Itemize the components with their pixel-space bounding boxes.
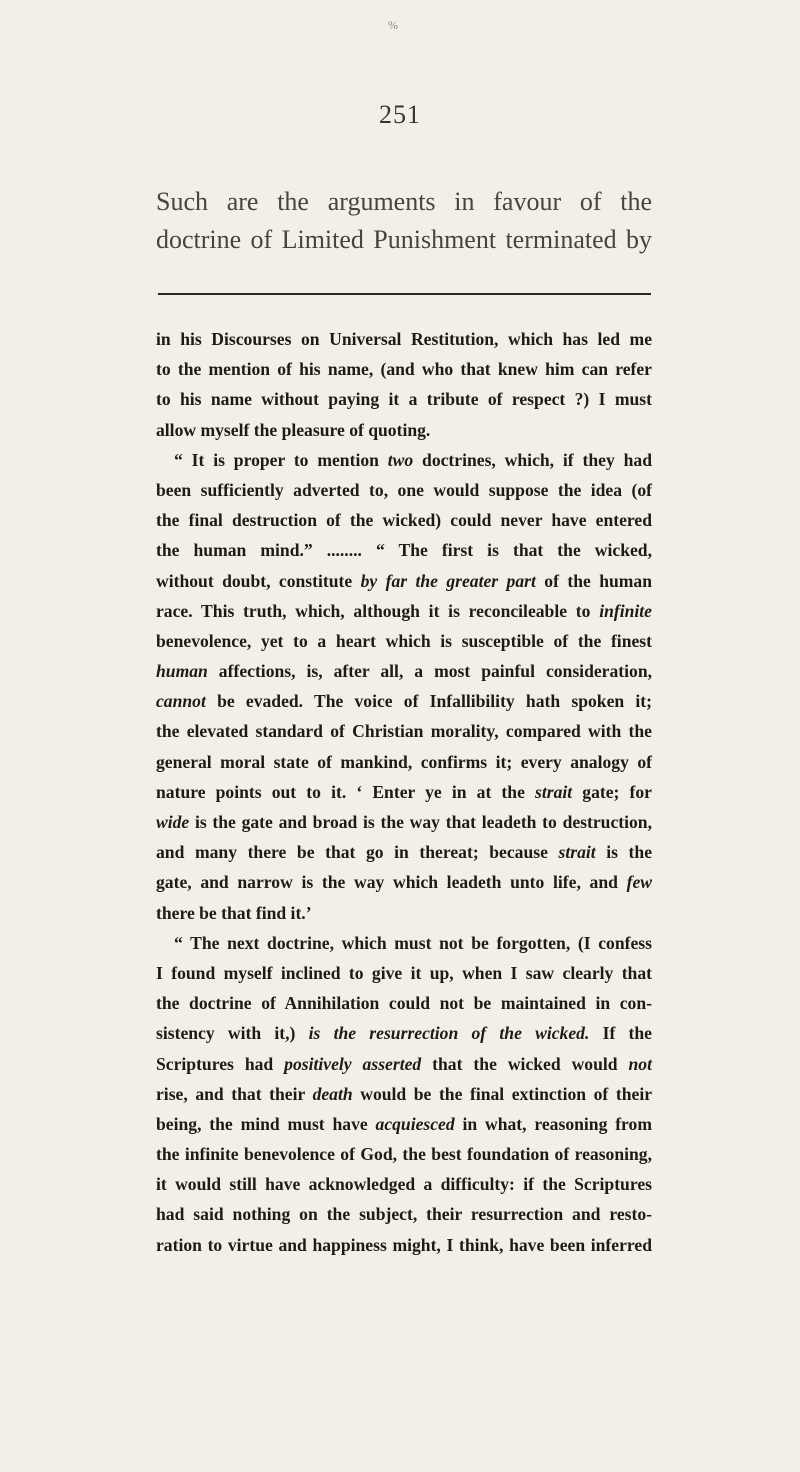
- body-text: [156, 183, 652, 259]
- footnote-line: [156, 837, 652, 867]
- footnote-line: [156, 324, 652, 354]
- text-run: to the mention of his name, (and who that knew him can refer: [156, 359, 652, 380]
- footnote-line: [156, 566, 652, 596]
- footnote-line: [156, 475, 652, 505]
- text-run: be evaded. The voice of Infallibility hath spoken it;: [205, 691, 652, 712]
- footnote-divider: [158, 293, 651, 295]
- italic-text: human: [156, 661, 208, 682]
- italic-text: infinite: [599, 600, 652, 621]
- footnote-line: [156, 596, 652, 626]
- text-run: is the gate and broad is the way that leadeth to destruction,: [189, 812, 652, 832]
- italic-text: by far the greater part: [360, 570, 536, 591]
- italic-text: cannot: [156, 691, 206, 712]
- text-run: “ The next doctrine, which must not be forgotten, (I confess: [174, 932, 652, 953]
- footnote-line: [156, 898, 652, 928]
- text-run: Scriptures had: [156, 1053, 285, 1074]
- footnote-line: [156, 747, 652, 777]
- footnote-line: [156, 686, 652, 716]
- footnote-line: [156, 807, 652, 837]
- italic-text: not: [628, 1053, 652, 1074]
- text-run: in his Discourses on Universal Restitution, which has led me: [156, 329, 652, 349]
- text-run: I found myself inclined to give it up, when I saw clearly that: [156, 962, 652, 983]
- text-run: benevolence, yet to a heart which is susceptible of the finest: [156, 630, 652, 651]
- italic-text: wide: [156, 812, 190, 832]
- text-run: there be that find it.’: [156, 902, 312, 923]
- footnote-line: [156, 1199, 652, 1229]
- text-run: nature points out to it. ‘ Enter ye in at the: [156, 781, 535, 802]
- text-run: that the wicked would: [421, 1053, 629, 1074]
- text-run: would be the final extinction of their: [352, 1083, 653, 1104]
- text-run: it would still have acknowledged a difficulty: if the Scriptures: [156, 1174, 652, 1195]
- text-run: ration to virtue and happiness might, I think, have been inferred: [156, 1234, 652, 1255]
- italic-text: positively asserted: [284, 1053, 422, 1074]
- text-run: gate; for: [572, 781, 652, 802]
- text-run: without doubt, constitute: [156, 570, 361, 591]
- text-run: “ It is proper to mention: [174, 449, 388, 470]
- footnote-line: [156, 1169, 652, 1199]
- body-line: Such are the arguments in favour of the: [156, 187, 652, 216]
- text-run: general moral state of mankind, confirms it; every analogy of: [156, 751, 652, 772]
- italic-text: death: [312, 1083, 353, 1104]
- footnote-line: [156, 958, 652, 988]
- footnote-line: [156, 656, 652, 686]
- footnote-line: [156, 415, 652, 445]
- text-run: gate, and narrow is the way which leadeth unto life, and: [156, 872, 627, 893]
- italic-text: strait: [535, 781, 573, 802]
- italic-text: is the resurrection of the wicked.: [308, 1023, 590, 1044]
- italic-text: strait: [558, 842, 596, 863]
- footnote-line: [156, 354, 652, 384]
- footnote-line: [156, 988, 652, 1018]
- text-run: is the: [595, 842, 652, 863]
- text-run: doctrines, which, if they had: [413, 449, 652, 470]
- text-run: had said nothing on the subject, their resurrection and resto-: [156, 1204, 652, 1225]
- text-run: been sufficiently adverted to, one would suppose the idea (of: [156, 479, 652, 500]
- text-run: the final destruction of the wicked) could never have entered: [156, 510, 652, 531]
- footnote-line: [156, 1018, 652, 1048]
- footnote-line: [156, 384, 652, 414]
- footnote-line: [156, 716, 652, 746]
- italic-text: acquiesced: [375, 1113, 455, 1134]
- text-run: affections, is, after all, a most painful consideration,: [207, 661, 652, 682]
- text-run: rise, and that their: [156, 1083, 313, 1104]
- text-run: and many there be that go in thereat; because: [156, 842, 559, 863]
- text-run: allow myself the pleasure of quoting.: [156, 419, 431, 440]
- text-run: race. This truth, which, although it is reconcileable to: [156, 600, 600, 621]
- footnote-line: [156, 1139, 652, 1169]
- footnote-line: [156, 777, 652, 807]
- italic-text: few: [626, 872, 652, 893]
- footnote-line: [156, 1049, 652, 1079]
- text-run: If the: [589, 1023, 652, 1044]
- text-run: to his name without paying it a tribute of respect ?) I must: [156, 389, 652, 410]
- text-run: the elevated standard of Christian morality, compared with the: [156, 721, 652, 742]
- text-run: in what, reasoning from: [454, 1113, 653, 1134]
- footnote-line: [156, 1109, 652, 1139]
- text-run: the infinite benevolence of God, the best foundation of reasoning,: [156, 1144, 652, 1165]
- text-run: of the human: [535, 570, 652, 591]
- footnote-line: [156, 505, 652, 535]
- footnote: [156, 324, 652, 1260]
- footnote-line: [156, 535, 652, 565]
- footnote-line: [156, 1230, 652, 1260]
- footnote-line: [156, 445, 652, 475]
- footnote-line: [156, 626, 652, 656]
- text-run: being, the mind must have: [156, 1113, 376, 1134]
- body-line: doctrine of Limited Punishment terminated by: [156, 225, 652, 254]
- text-run: the doctrine of Annihilation could not be maintained in con-: [156, 993, 652, 1014]
- italic-text: two: [387, 449, 414, 470]
- footnote-line: [156, 928, 652, 958]
- page-number: 251: [379, 100, 421, 129]
- text-run: the human mind.” ........ “ The first is that the wicked,: [156, 540, 652, 561]
- footnote-line: [156, 867, 652, 897]
- text-run: sistency with it,): [156, 1023, 309, 1044]
- footnote-line: [156, 1079, 652, 1109]
- ink-mark: %: [388, 18, 398, 32]
